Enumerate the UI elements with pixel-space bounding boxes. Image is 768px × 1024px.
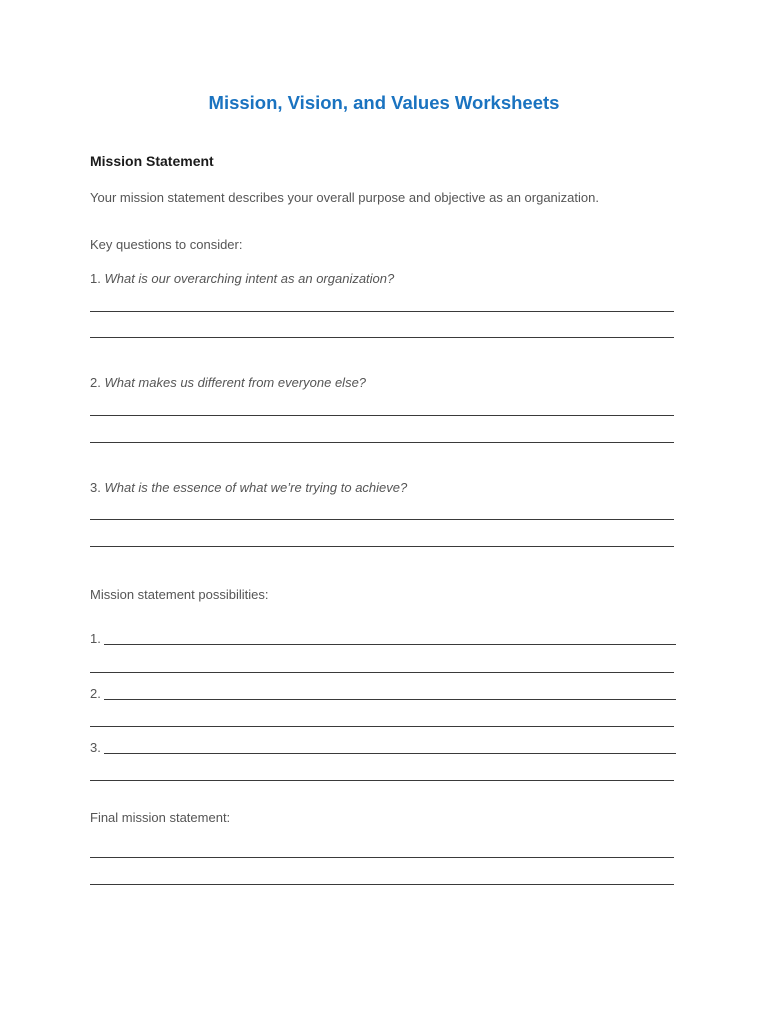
possibility-line[interactable] — [104, 699, 676, 700]
possibilities-label: Mission statement possibilities: — [90, 587, 269, 602]
final-statement-label: Final mission statement: — [90, 810, 231, 825]
question-1 — [90, 271, 394, 286]
answer-line[interactable] — [90, 519, 674, 520]
page-title: Mission, Vision, and Values Worksheets — [208, 92, 560, 113]
question-text: What makes us different from everyone else? — [104, 375, 367, 390]
question-number: 2. — [90, 375, 101, 390]
possibility-line[interactable] — [90, 780, 674, 781]
final-statement-line[interactable] — [90, 884, 674, 885]
question-2 — [90, 375, 366, 390]
question-text: What is our overarching intent as an organization? — [104, 271, 395, 286]
question-text: What is the essence of what we’re trying to achieve? — [104, 480, 408, 495]
answer-line[interactable] — [90, 546, 674, 547]
possibility-line[interactable] — [90, 726, 674, 727]
possibility-number: 2. — [90, 686, 101, 701]
possibility-line[interactable] — [104, 753, 676, 754]
answer-line[interactable] — [90, 415, 674, 416]
answer-line[interactable] — [90, 337, 674, 338]
key-questions-label: Key questions to consider: — [90, 237, 243, 252]
possibility-line[interactable] — [90, 672, 674, 673]
question-3 — [90, 480, 407, 495]
section-heading: Mission Statement — [90, 153, 214, 169]
possibility-line[interactable] — [104, 644, 676, 645]
final-statement-line[interactable] — [90, 857, 674, 858]
question-number: 1. — [90, 271, 101, 286]
possibility-number: 1. — [90, 631, 101, 646]
section-description: Your mission statement describes your overall purpose and objective as an organization. — [90, 190, 599, 205]
answer-line[interactable] — [90, 311, 674, 312]
question-number: 3. — [90, 480, 101, 495]
answer-line[interactable] — [90, 442, 674, 443]
possibility-number: 3. — [90, 740, 101, 755]
